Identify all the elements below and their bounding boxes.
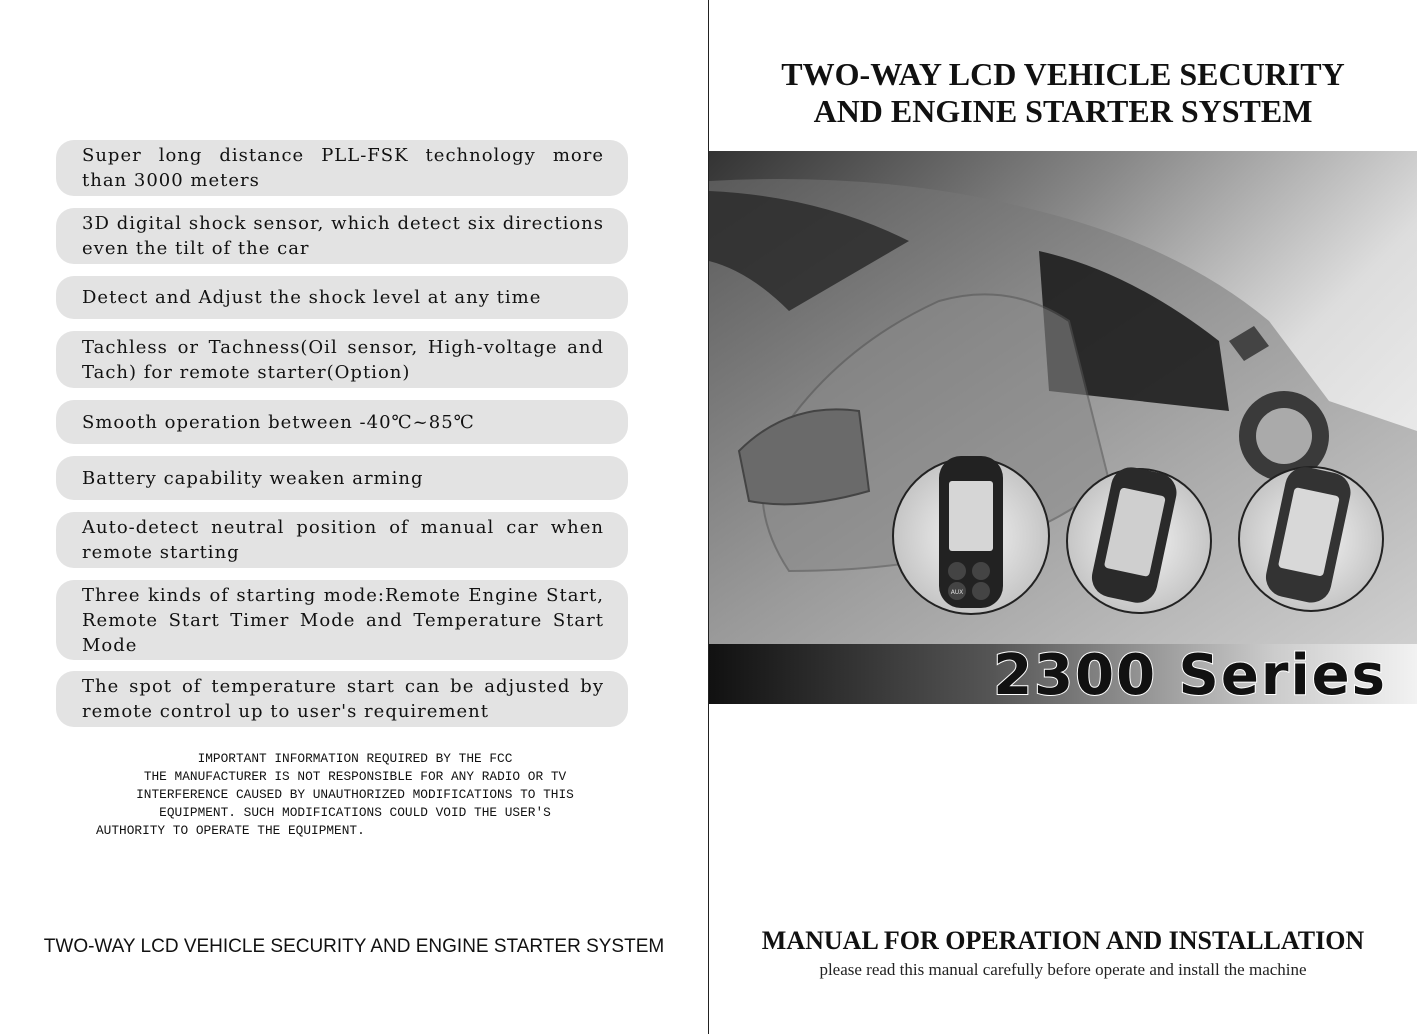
feature-item: Detect and Adjust the shock level at any time (56, 276, 628, 319)
feature-item: Three kinds of starting mode:Remote Engine Start, Remote Start Timer Mode and Temperature Start Mode (56, 580, 628, 660)
aux-button-label: AUX (950, 589, 964, 596)
right-page (709, 0, 1417, 1034)
fcc-line: THE MANUFACTURER IS NOT RESPONSIBLE FOR ANY RADIO OR TV (143, 769, 567, 784)
series-banner (709, 643, 1417, 708)
feature-item: Smooth operation between -40℃~85℃ (56, 400, 628, 444)
fcc-line: INTERFERENCE CAUSED BY UNAUTHORIZED MODIFICATIONS TO THIS (136, 787, 574, 802)
left-footer: TWO-WAY LCD VEHICLE SECURITY AND ENGINE STARTER SYSTEM (43, 936, 665, 957)
series-name: 2300 Series (993, 643, 1387, 708)
cover-title: TWO-WAY LCD VEHICLE SECURITY AND ENGINE STARTER SYSTEM (781, 56, 1345, 129)
left-page (0, 0, 708, 1034)
manual-title: MANUAL FOR OPERATION AND INSTALLATION (761, 926, 1365, 955)
feature-item: Tachless or Tachness(Oil sensor, High-voltage and Tach) for remote starter(Option) (56, 331, 628, 388)
feature-item: Battery capability weaken arming (56, 456, 628, 500)
manual-note: please read this manual carefully before operate and install the machine (819, 960, 1307, 979)
car-photo (709, 151, 1417, 644)
car-illustration (709, 151, 1417, 644)
feature-item: 3D digital shock sensor, which detect six directions even the tilt of the car (56, 208, 628, 264)
fcc-heading: IMPORTANT INFORMATION REQUIRED BY THE FCC (197, 751, 513, 766)
feature-item: Auto-detect neutral position of manual car when remote starting (56, 512, 628, 568)
fcc-notice (60, 750, 650, 840)
feature-item: The spot of temperature start can be adjusted by remote control up to user's requirement (56, 671, 628, 727)
feature-item: Super long distance PLL-FSK technology more than 3000 meters (56, 140, 628, 196)
fcc-line: AUTHORITY TO OPERATE THE EQUIPMENT. (96, 823, 365, 838)
remote-fob-1 (893, 456, 1049, 614)
fcc-line: EQUIPMENT. SUCH MODIFICATIONS COULD VOID THE USER'S (159, 805, 551, 820)
car-wheel-rim (1256, 408, 1312, 464)
